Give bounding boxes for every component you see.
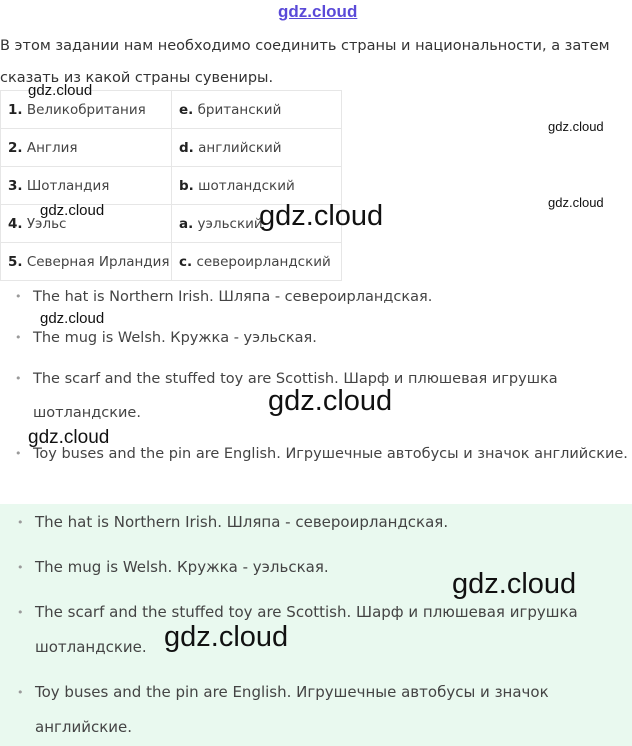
watermark: gdz.cloud xyxy=(28,82,93,99)
list-item: • The scarf and the stuffed toy are Scottish. Шарф и плюшевая игрушка шотландские. xyxy=(0,595,632,665)
watermark: gdz.cloud xyxy=(40,202,105,219)
nationality-adjective: уэльский xyxy=(197,215,263,232)
table-row xyxy=(1,167,342,205)
row-number: 2. xyxy=(8,139,23,156)
country-name: Великобритания xyxy=(26,101,146,118)
list-item: • Toy buses and the pin are English. Игрушечные автобусы и значок английские. xyxy=(0,675,632,745)
country-name: Шотландия xyxy=(26,177,110,194)
nationality-adjective: британский xyxy=(197,101,282,118)
list-item: • The mug is Welsh. Кружка - уэльская. xyxy=(0,321,632,355)
watermark: gdz.cloud xyxy=(268,385,393,417)
country-name: Уэльс xyxy=(26,215,67,232)
list-item: • Toy buses and the pin are English. Игрушечные автобусы и значок английские. xyxy=(0,437,632,471)
row-number: 3. xyxy=(8,177,23,194)
watermark: gdz.cloud xyxy=(40,310,105,327)
watermark: gdz.cloud xyxy=(452,568,577,600)
country-name: Англия xyxy=(26,139,78,156)
matching-table xyxy=(0,90,342,281)
row-number: 1. xyxy=(8,101,23,118)
nationality-adjective: английский xyxy=(198,139,282,156)
list-item: • The scarf and the stuffed toy are Scottish. Шарф и плюшевая игрушка шотландские. xyxy=(0,362,632,430)
table-row xyxy=(1,129,342,167)
watermark-top[interactable]: gdz.cloud xyxy=(278,2,358,21)
row-letter: d. xyxy=(179,139,194,156)
watermark: gdz.cloud xyxy=(28,427,110,448)
row-letter: a. xyxy=(179,215,194,232)
row-letter: e. xyxy=(179,101,194,118)
list-item: • The hat is Northern Irish. Шляпа - североирландская. xyxy=(0,505,632,540)
intro-text: В этом задании нам необходимо соединить страны и национальности, а затем сказать из какой страны сувениры. xyxy=(0,38,610,86)
nationality-adjective: шотландский xyxy=(198,177,295,194)
watermark: gdz.cloud xyxy=(548,195,604,210)
row-number: 4. xyxy=(8,215,23,232)
list-item: • The hat is Northern Irish. Шляпа - североирландская. xyxy=(0,280,632,314)
row-number: 5. xyxy=(8,253,23,270)
watermark: gdz.cloud xyxy=(548,119,604,134)
row-letter: c. xyxy=(179,253,193,270)
table-row xyxy=(1,243,342,281)
nationality-adjective: североирландский xyxy=(196,253,331,270)
row-letter: b. xyxy=(179,177,194,194)
watermark: gdz.cloud xyxy=(164,621,289,653)
country-name: Северная Ирландия xyxy=(26,253,170,270)
list-item: • The mug is Welsh. Кружка - уэльская. xyxy=(0,550,632,585)
answer-list-highlighted xyxy=(0,505,632,745)
watermark: gdz.cloud xyxy=(259,200,384,232)
